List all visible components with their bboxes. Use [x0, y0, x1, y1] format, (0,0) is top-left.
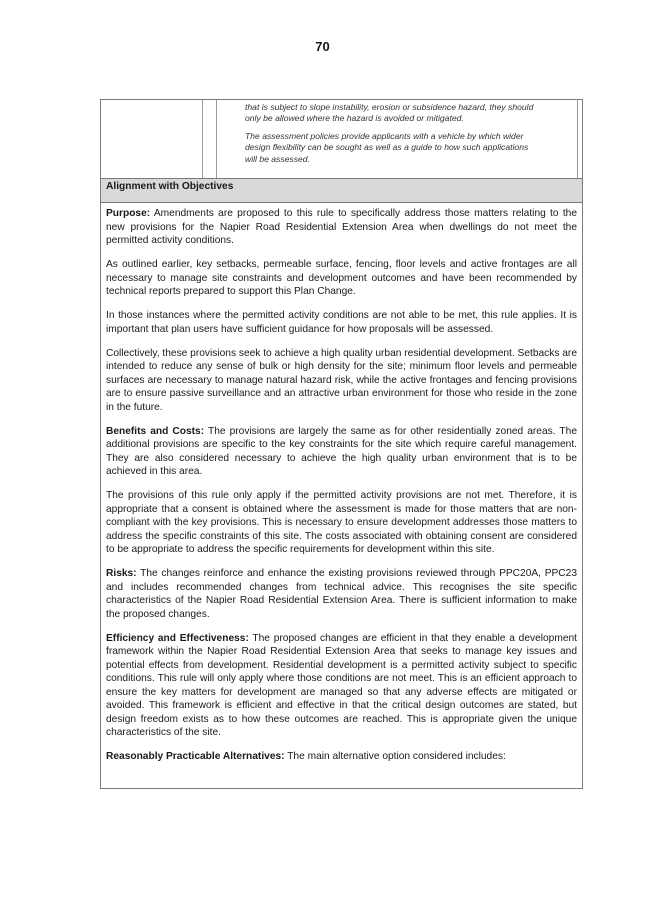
paragraph-text: The main alternative option considered includes: — [284, 751, 506, 762]
paragraph-text: The provisions are largely the same as for other residentially zoned areas. The additional provisions are specific to the key constraints for the site which require careful management. They are also considered necessary to achieve the high quality urban environment that is to be achieved in this area. — [106, 425, 577, 477]
paragraph-text: The provisions of this rule only apply if the permitted activity provisions are not met. Therefore, it is appropriate that a consent is obtained where the assessment is made for those matters that are non-compliant with the key provisions. This is necessary to ensure development addresses those matters to address the specific constraints of this site. The costs associated with obtaining consent are considered to be appropriate to address the specific requirements for development within this site. — [106, 490, 577, 555]
page-number: 70 — [315, 39, 330, 54]
paragraph-label: Risks: — [106, 568, 137, 579]
body-paragraph — [106, 347, 577, 415]
paragraph-text: The proposed changes are efficient in that they enable a development framework within the Napier Road Residential Extension Area that seeks to manage key issues and potential effects from development. Residential development is a permitted activity subject to specific conditions. This rule will only apply where those conditions are not meet. This is an efficient approach to ensure the key matters for development are managed so that any adverse effects are mitigated or avoided. This framework is efficient and effective in that the critical design outcomes are stated, but design freedom exists as to how these outcomes are reached. This is appropriate given the unique characteristics of the site. — [106, 632, 577, 738]
paragraph-text: Amendments are proposed to this rule to specifically address those matters relating to the new provisions for the Napier Road Residential Extension Area when dwellings do not meet the permitted activity conditions. — [106, 208, 577, 246]
paragraph-label: Benefits and Costs: — [106, 425, 205, 437]
paragraph-label: Purpose: — [106, 208, 151, 219]
paragraph-label: Reasonably Practicable Alternatives: — [106, 751, 285, 762]
continuation-cell — [245, 102, 541, 171]
benefits-costs-paragraph — [106, 425, 577, 479]
continuation-paragraph: The assessment policies provide applicants with a vehicle by which wider design flexibility can be sought as well as a guide to how such applications will be assessed. — [245, 130, 529, 164]
body-paragraph — [106, 258, 577, 299]
paragraph-text: Collectively, these provisions seek to achieve a high quality urban residential development. Setbacks are intended to reduce any sense of bulk or high density for the site; minimum floor levels and permeable surfaces are necessary to manage natural hazard risk, while the active frontages and fencing provisions are to ensure passive surveillance and an attractive urban environment for those who reside in the zone in the future. — [106, 347, 577, 413]
efficiency-effectiveness-paragraph — [106, 632, 577, 740]
body-paragraph — [106, 309, 577, 336]
paragraph-text: The changes reinforce and enhance the existing provisions reviewed through PPC20A, PPC23 and includes recommended changes from technical advice. This recognises the site specific characteristics of the Napier Road Residential Extension Area. There is sufficient information to make the proposed changes. — [106, 568, 577, 620]
section-body — [101, 203, 582, 764]
column-divider — [216, 100, 217, 178]
continuation-paragraph: that is subject to slope instability, erosion or subsidence hazard, they should only be allowed where the hazard is avoided or mitigated. — [245, 102, 534, 124]
paragraph-text: In those instances where the permitted activity conditions are not able to be met, this rule applies. It is important that plan users have sufficient guidance for how proposals will be assessed. — [106, 310, 577, 335]
paragraph-label: Efficiency and Effectiveness: — [106, 632, 249, 644]
continuation-row — [101, 100, 582, 179]
column-divider — [577, 100, 578, 178]
column-divider — [202, 100, 203, 178]
risks-paragraph — [106, 567, 577, 621]
purpose-paragraph — [106, 207, 577, 248]
paragraph-text: As outlined earlier, key setbacks, permeable surface, fencing, floor levels and active frontages are all necessary to manage site constraints and development outcomes and have been recommended by technical reports prepared to support this Plan Change. — [106, 259, 577, 297]
assessment-table — [100, 99, 583, 789]
section-heading: Alignment with Objectives — [101, 179, 582, 203]
alternatives-paragraph — [106, 750, 577, 764]
body-paragraph — [106, 489, 577, 557]
